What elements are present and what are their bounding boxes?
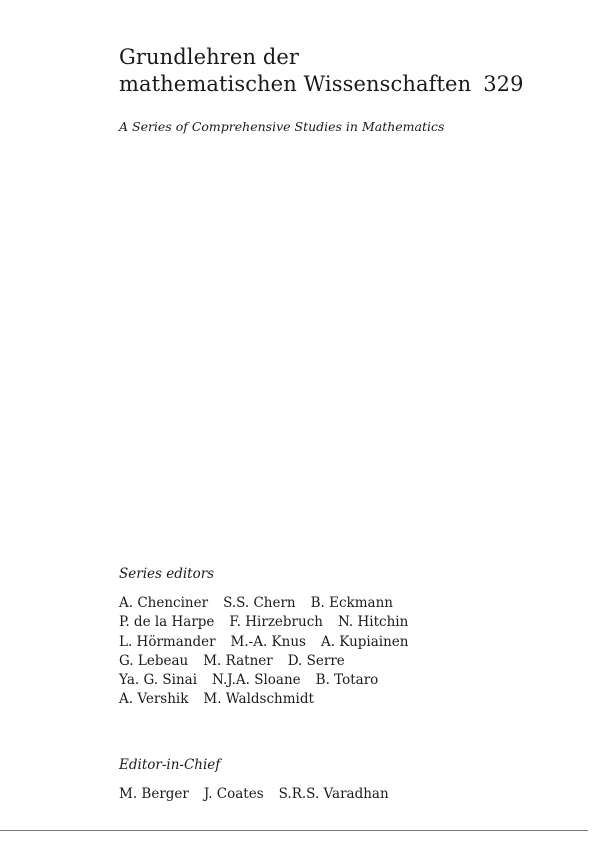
- volume-number: 329: [483, 72, 524, 96]
- chief-editor-name: S.R.S. Varadhan: [278, 786, 389, 802]
- editor-name: S.S. Chern: [223, 595, 296, 611]
- editor-name: M. Ratner: [203, 652, 273, 669]
- editor-name: D. Serre: [287, 652, 345, 669]
- editor-name: A. Kupiainen: [320, 633, 409, 650]
- editor-row: [119, 671, 408, 690]
- editor-in-chief-list: [119, 785, 389, 804]
- series-subtitle: A Series of Comprehensive Studies in Mathematics: [119, 119, 445, 134]
- chief-editor-name: J. Coates: [203, 786, 264, 802]
- page-bottom-rule: [0, 830, 588, 831]
- editor-name: B. Totaro: [315, 672, 379, 689]
- editor-name: N.J.A. Sloane: [212, 672, 301, 689]
- editor-name: P. de la Harpe: [119, 614, 215, 631]
- series-title: [119, 44, 524, 98]
- editor-name: M. Waldschmidt: [203, 691, 314, 708]
- editor-row: [119, 594, 408, 613]
- editor-in-chief-heading: Editor-in-Chief: [119, 757, 221, 773]
- editor-name: B. Eckmann: [310, 595, 393, 611]
- series-title-line-1: Grundlehren der: [119, 45, 300, 69]
- editor-name: F. Hirzebruch: [229, 614, 323, 631]
- chief-row: [119, 785, 389, 804]
- editor-row: [119, 652, 408, 671]
- editor-name: Ya. G. Sinai: [119, 672, 198, 689]
- editor-name: L. Hörmander: [119, 633, 216, 650]
- editor-name: A. Chenciner: [119, 595, 209, 611]
- editor-name: N. Hitchin: [337, 614, 409, 631]
- editor-name: M.-A. Knus: [230, 633, 306, 650]
- chief-editor-name: M. Berger: [119, 786, 189, 802]
- series-editors-list: [119, 594, 408, 710]
- editor-row: [119, 690, 408, 709]
- series-editors-heading: Series editors: [119, 566, 215, 582]
- editor-row: [119, 613, 408, 632]
- series-title-line-2: [119, 71, 524, 98]
- editor-row: [119, 633, 408, 652]
- editor-name: A. Vershik: [119, 691, 189, 708]
- editor-name: G. Lebeau: [119, 652, 189, 669]
- series-title-text: mathematischen Wissenschaften: [119, 72, 472, 96]
